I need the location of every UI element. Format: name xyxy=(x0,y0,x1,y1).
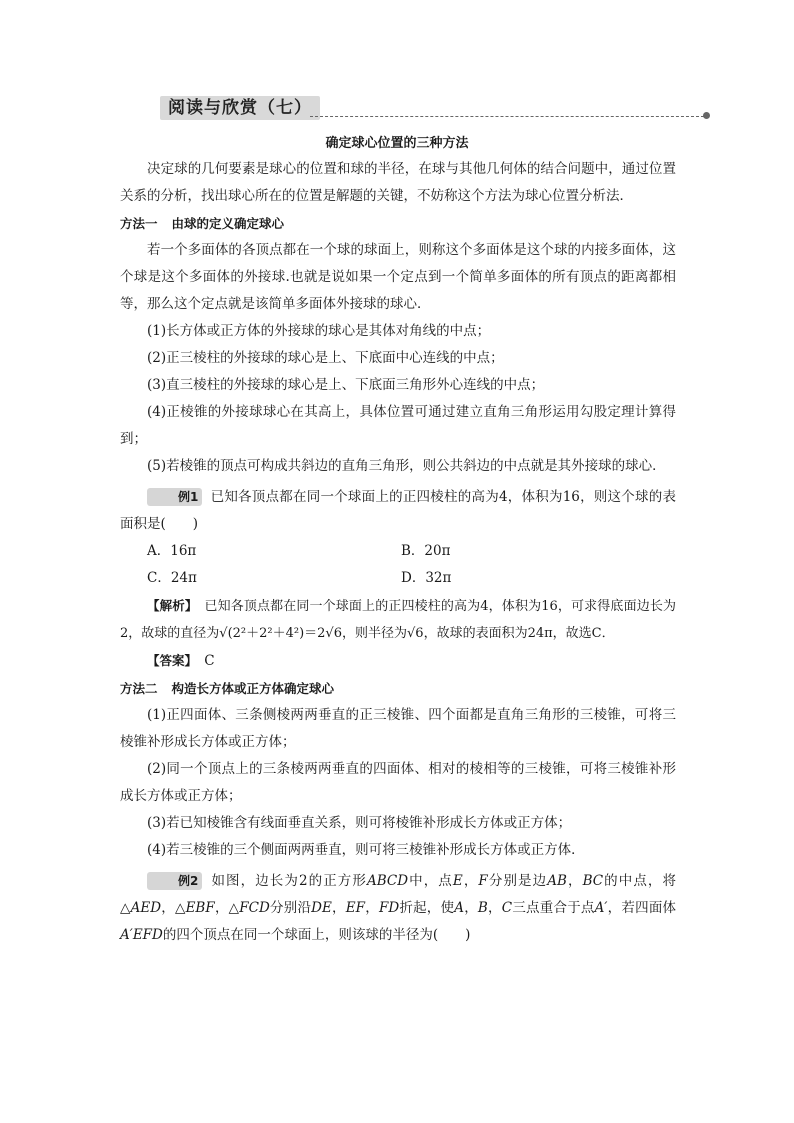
method1-item: (5)若棱锥的顶点可构成共斜边的直角三角形，则公共斜边的中点就是其外接球的球心． xyxy=(147,458,666,474)
example2-text: ， xyxy=(462,873,479,889)
example2-text: ，若四面体 xyxy=(607,900,677,916)
math-var: FCD xyxy=(239,900,270,916)
method1-item: (2)正三棱柱的外接球的球心是上、下底面中心连线的中点； xyxy=(147,350,504,366)
example2-text: ， xyxy=(487,900,502,916)
example2-text: ， xyxy=(566,873,583,889)
analysis-formula-diameter: √(2²＋2²＋4²)＝2√6 xyxy=(219,626,342,641)
math-var: E xyxy=(452,873,463,889)
math-var: DE xyxy=(311,900,332,916)
example1-options-row2 xyxy=(147,565,676,592)
intro-paragraph: 决定球的几何要素是球心的位置和球的半径，在球与其他几何体的结合问题中，通过位置关系的分析，找出球心所在的位置是解题的关键，不妨称这个方法为球心位置分析法． xyxy=(120,161,676,204)
math-var: F xyxy=(478,873,488,889)
analysis-text: 已知各顶点都在同一个球面上的正四棱柱的高为4，体积为16，可求得底面边长为2，故球的直径为 xyxy=(120,599,676,641)
option-b: B．20π xyxy=(401,543,451,559)
option-d: D．32π xyxy=(401,570,452,586)
method1-description: 若一个多面体的各顶点都在一个球的球面上，则称这个多面体是这个球的内接多面体，这个球是这个多面体的外接球.也就是说如果一个定点到一个简单多面体的所有顶点的距离都相等，那么这个定点就是该简单多面体外接球的球心． xyxy=(120,242,676,312)
math-var: BC xyxy=(582,873,604,889)
section-header xyxy=(150,96,710,126)
method2-title: 构造长方体或正方体确定球心 xyxy=(171,681,335,696)
method1-heading xyxy=(120,210,676,237)
example2-text: 如图，边长为2的正方形 xyxy=(210,873,367,889)
example1-analysis xyxy=(120,592,676,647)
math-var: AB xyxy=(547,873,567,889)
math-var: B xyxy=(477,900,488,916)
answer-value: C xyxy=(204,653,215,669)
math-var: AED xyxy=(130,900,162,916)
math-var: EF xyxy=(345,900,366,916)
analysis-text: ，则半径为 xyxy=(341,626,407,641)
example2-text: 中，点 xyxy=(408,873,453,889)
example2-text: 的中点，将△ xyxy=(120,873,677,916)
analysis-text: ，故球的表面积为24π，故选C． xyxy=(423,626,615,641)
example2-question xyxy=(120,868,676,949)
example2-text: ，△ xyxy=(161,900,186,916)
math-var: ABCD xyxy=(366,873,409,889)
article-body xyxy=(120,156,676,949)
method2-item: (2)同一个顶点上的三条棱两两垂直的四面体、相对的棱相等的三棱锥，可将三棱锥补形成长方体或正方体； xyxy=(120,761,676,804)
math-var: FD xyxy=(378,900,400,916)
method2-item: (1)正四面体、三条侧棱两两垂直的正三棱锥、四个面都是直角三角形的三棱锥，可将三棱锥补形成长方体或正方体； xyxy=(120,707,676,750)
example1-text: 已知各顶点都在同一个球面上的正四棱柱的高为4，体积为16，则这个球的表面积是( ) xyxy=(120,489,676,532)
example1-options-row1 xyxy=(147,538,676,565)
article-title: 确定球心位置的三种方法 xyxy=(325,136,469,151)
option-c: C．24π xyxy=(147,570,197,586)
method2-item: (3)若已知棱锥含有线面垂直关系，则可将棱锥补形成长方体或正方体； xyxy=(147,815,572,831)
method2-item: (4)若三棱锥的三个侧面两两垂直，则可将三棱锥补形成长方体或正方体． xyxy=(147,842,585,858)
example2-text: 的四个顶点在同一个球面上，则该球的半径为( ) xyxy=(162,927,471,943)
example2-text: 三点重合于点 xyxy=(512,900,595,916)
example2-text: ，△ xyxy=(214,900,240,916)
example2-text: 分别是边 xyxy=(487,873,548,889)
example2-text: 折起，使 xyxy=(399,900,455,916)
math-var: A xyxy=(454,900,464,916)
method1-prefix: 方法一 xyxy=(120,216,158,231)
method1-item: (4)正棱锥的外接球球心在其高上，具体位置可通过建立直角三角形运用勾股定理计算得到； xyxy=(120,404,676,447)
method1-item: (1)长方体或正方体的外接球的球心是其体对角线的中点； xyxy=(147,323,491,339)
header-divider xyxy=(310,116,704,117)
math-var: A′EFD xyxy=(120,927,163,943)
analysis-formula-radius: √6 xyxy=(407,626,424,641)
analysis-label: 【解析】 xyxy=(147,598,192,613)
example2-text: ， xyxy=(463,900,478,916)
method2-prefix: 方法二 xyxy=(120,681,158,696)
method1-item: (3)直三棱柱的外接球的球心是上、下底面三角形外心连线的中点； xyxy=(147,377,545,393)
math-var: EBF xyxy=(185,900,215,916)
method2-heading xyxy=(120,675,676,702)
example2-text: ， xyxy=(365,900,379,916)
example1-question xyxy=(120,484,676,538)
example1-answer xyxy=(120,647,676,675)
method1-title: 由球的定义确定球心 xyxy=(171,216,285,231)
header-dot-icon xyxy=(703,112,710,119)
example2-text: ， xyxy=(331,900,346,916)
example1-badge: 例1 xyxy=(147,488,202,506)
section-title: 阅读与欣赏（七） xyxy=(160,96,320,120)
example2-badge: 例2 xyxy=(147,872,202,890)
example2-text: 分别沿 xyxy=(269,900,312,916)
math-var: C xyxy=(501,900,513,916)
answer-label: 【答案】 xyxy=(147,653,191,668)
math-var: A′ xyxy=(594,900,608,916)
option-a: A．16π xyxy=(147,543,197,559)
